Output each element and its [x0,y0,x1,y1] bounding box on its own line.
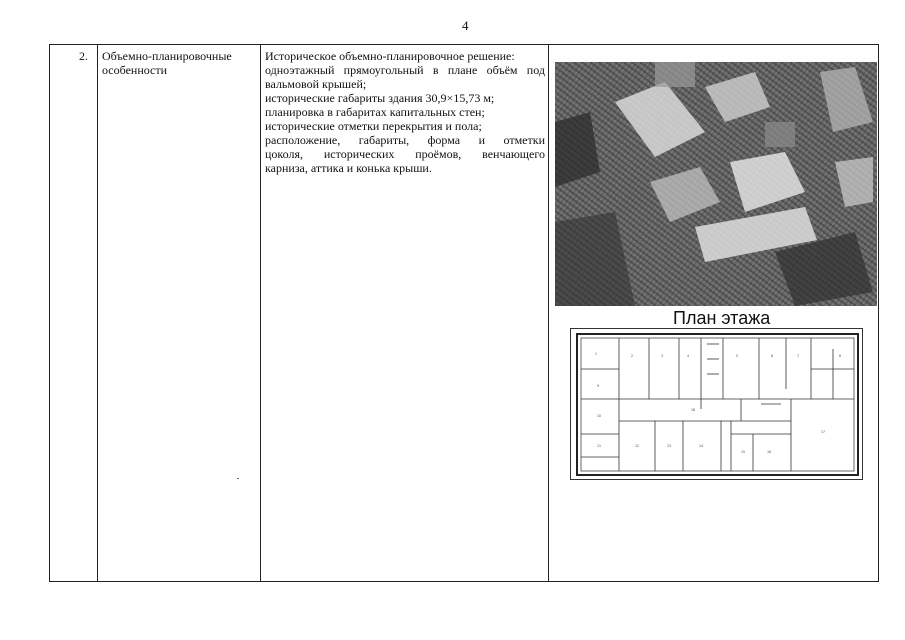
svg-text:6: 6 [771,354,774,358]
floor-plan [570,328,863,480]
row-title: Объемно-планировочные особенности [102,49,232,77]
scan-speck [237,478,239,479]
svg-text:4: 4 [687,354,690,358]
svg-text:5: 5 [736,354,739,358]
svg-text:16: 16 [767,450,772,454]
description-line: планировка в габаритах капитальных стен; [265,105,485,119]
column-divider [260,45,261,581]
svg-text:18: 18 [691,408,696,412]
svg-text:15: 15 [741,450,746,454]
svg-text:17: 17 [821,430,826,434]
svg-text:10: 10 [597,414,602,418]
row-description [265,49,545,175]
svg-text:13: 13 [667,444,672,448]
description-line: расположение, габариты, форма и отметки [265,133,545,147]
svg-text:3: 3 [661,354,664,358]
description-line: исторические отметки перекрытия и пола; [265,119,482,133]
row-number: 2. [79,49,88,63]
svg-text:8: 8 [839,354,842,358]
description-line: Историческое объемно-планировочное решение: [265,49,515,63]
heritage-table [49,44,879,582]
description-line: карниза, аттика и конька крыши. [265,161,432,175]
column-divider [97,45,98,581]
column-divider [548,45,549,581]
svg-text:14: 14 [699,444,704,448]
svg-text:9: 9 [597,384,600,388]
svg-text:7: 7 [797,354,800,358]
description-line: вальмовой крышей; [265,77,367,91]
description-line: исторические габариты здания 30,9×15,73 м; [265,91,495,105]
svg-text:2: 2 [631,354,634,358]
svg-text:11: 11 [597,444,602,448]
description-line: цоколя, исторических проёмов, венчающего [265,147,545,161]
svg-text:1: 1 [595,352,598,356]
aerial-photo [555,62,877,306]
page-number: 4 [462,18,469,33]
svg-text:12: 12 [635,444,640,448]
description-line: одноэтажный прямоугольный в плане объём под [265,63,545,77]
plan-caption: План этажа [673,308,771,328]
